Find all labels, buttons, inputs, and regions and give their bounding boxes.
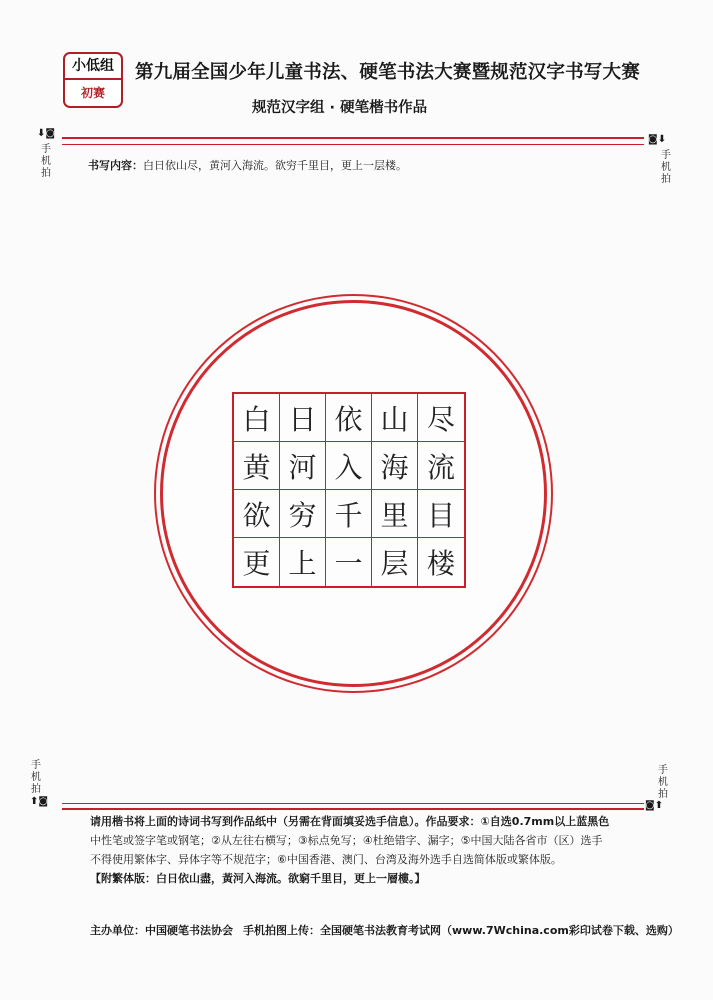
- requirements-line: 请用楷书将上面的诗词书写到作品纸中（另需在背面填妥选手信息）。作品要求：①自选0.7mm以上蓝黑色: [90, 815, 610, 828]
- grid-cell: 依: [326, 394, 372, 442]
- arrow-up-icon: ⬆: [30, 796, 39, 807]
- bottom-divider: [62, 808, 644, 810]
- camera-icon: ◙: [45, 128, 56, 139]
- camera-icon: ◙: [648, 134, 658, 145]
- phone-shot-label-bottom-right: 手 机 拍: [658, 765, 668, 800]
- upload-info-text: 手机拍图上传：全国硬笔书法教育考试网（www.7Wchina.com彩印试卷下载、选购）: [243, 924, 679, 937]
- grid-cell: 山: [372, 394, 418, 442]
- calligraphy-grid: [232, 392, 466, 588]
- grid-cell: 层: [372, 538, 418, 586]
- phone-shot-label-bottom-left: 手 机 拍: [31, 760, 41, 795]
- grid-cell: 日: [280, 394, 326, 442]
- grid-cell: 河: [280, 442, 326, 490]
- page-title: 第九届全国少年儿童书法、硬笔书法大赛暨规范汉字书写大赛: [135, 62, 640, 83]
- camera-icon: ◙: [645, 800, 655, 811]
- grid-cell: 流: [418, 442, 464, 490]
- arrow-down-icon: ⬇: [37, 128, 46, 139]
- camera-marker-top-right: [648, 134, 666, 145]
- grid-cell: 白: [234, 394, 280, 442]
- bottom-divider-thin: [62, 803, 644, 804]
- camera-marker-bottom-left: [30, 796, 48, 807]
- grid-cell: 千: [326, 490, 372, 538]
- organizer-text: 主办单位：中国硬笔书法协会: [90, 924, 233, 937]
- grid-cell: 入: [326, 442, 372, 490]
- requirements-line: 中性笔或签字笔或钢笔；②从左往右横写；③标点免写；④杜绝错字、漏字；⑤中国大陆各省市（区）选手: [90, 834, 603, 847]
- phone-shot-label-left: 手 机 拍: [41, 144, 51, 179]
- grid-cell: 海: [372, 442, 418, 490]
- camera-marker-top-left: [37, 128, 55, 139]
- writing-content-label: 书写内容：: [88, 159, 143, 172]
- phone-shot-label-right: 手 机 拍: [661, 150, 671, 185]
- grid-cell: 穷: [280, 490, 326, 538]
- top-divider: [62, 137, 644, 139]
- grid-cell: 尽: [418, 394, 464, 442]
- grid-cell: 楼: [426, 547, 455, 580]
- badge-group-label: 小低组: [65, 54, 121, 80]
- grid-cell: 更: [234, 538, 280, 586]
- badge-stage-label: 初赛: [80, 86, 105, 100]
- grid-cell: 里: [372, 490, 418, 538]
- grid-cell: 一: [326, 538, 372, 586]
- grid-cell: 欲: [234, 490, 280, 538]
- top-divider-thin: [62, 144, 644, 145]
- grid-cell: 上: [280, 538, 326, 586]
- writing-content-text: 白日依山尽，黄河入海流。欲穷千里目，更上一层楼。: [143, 159, 407, 172]
- grid-cell: 黄: [234, 442, 280, 490]
- camera-icon: ◙: [38, 796, 49, 807]
- writing-content: [88, 157, 407, 173]
- grid-cell: 目: [418, 490, 464, 538]
- group-badge: [63, 52, 123, 108]
- traditional-version-line: 【附繁体版：白日依山盡，黃河入海流。欲窮千里目，更上一層樓。】: [90, 872, 426, 885]
- camera-marker-bottom-right: [645, 800, 663, 811]
- requirements-line: 不得使用繁体字、异体字等不规范字；⑥中国香港、澳门、台湾及海外选手自选简体版或繁体版。: [90, 853, 562, 866]
- arrow-up-icon: ⬆: [654, 800, 664, 811]
- arrow-down-icon: ⬇: [657, 134, 667, 145]
- page-subtitle: 规范汉字组 · 硬笔楷书作品: [252, 100, 428, 116]
- requirements-text: [90, 812, 650, 888]
